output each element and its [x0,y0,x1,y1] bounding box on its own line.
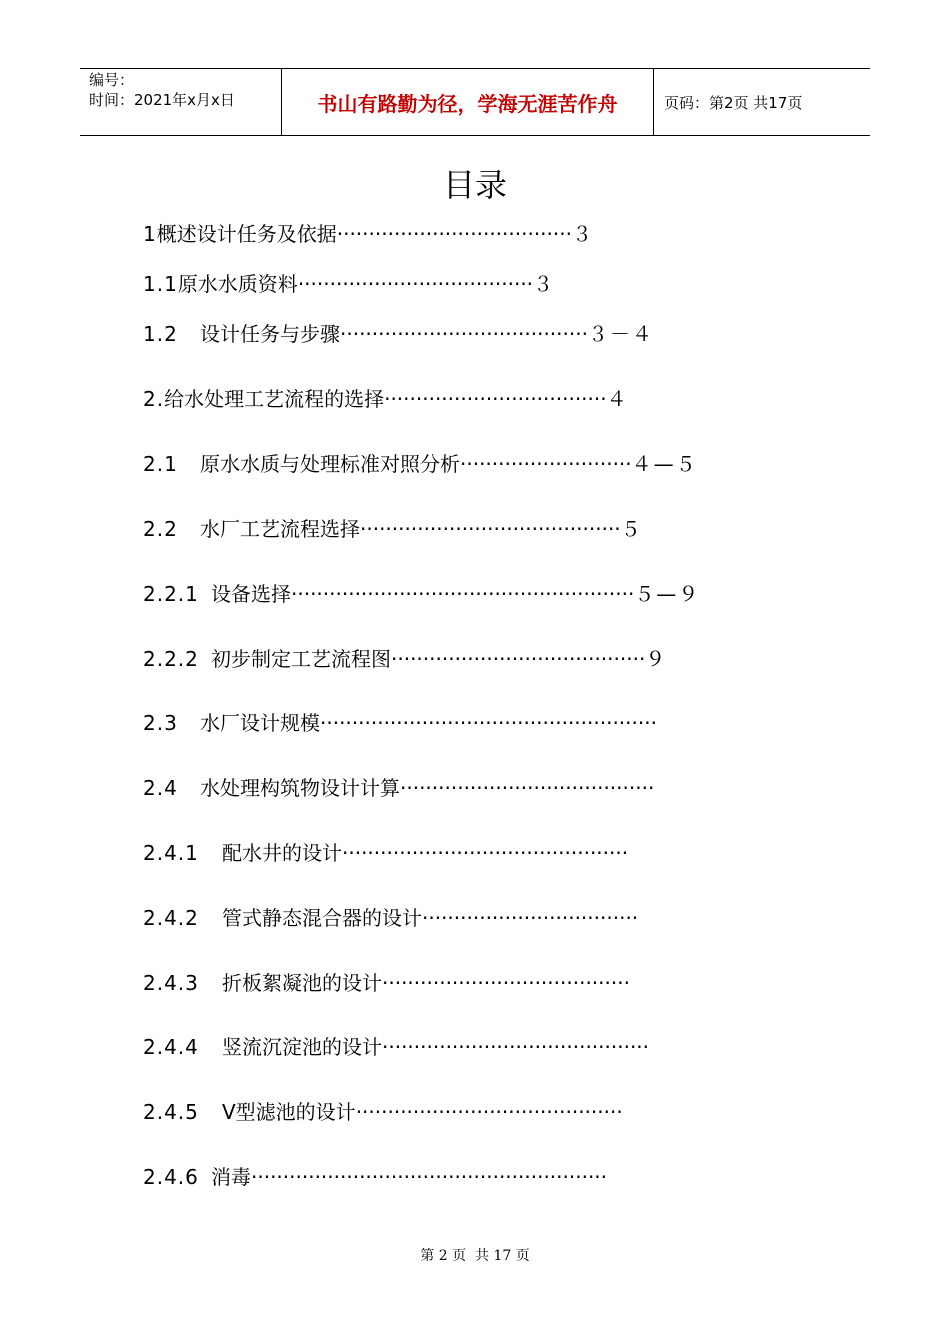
toc-entry-page: ５—９ [634,582,701,606]
toc-entry-number: 2.2.1 [143,582,199,606]
toc-entry-title: 配水井的设计 [222,841,342,865]
toc-entry-number: 2.4 [143,776,178,800]
toc-entry-number: 2.3 [143,711,178,735]
toc-entry[interactable] [143,968,630,998]
toc-entry[interactable] [143,773,654,803]
toc-entry-number: 2.1 [143,452,178,476]
toc-entry-leader: ········································· [360,517,621,541]
toc-entry[interactable] [143,903,638,933]
toc-entry-number: 1.2 [143,322,178,346]
toc-entry-title: 竖流沉淀池的设计 [222,1035,382,1059]
toc-entry-page: ４—５ [631,452,698,476]
toc-entry-number: 2.4.1 [143,841,199,865]
document-code-label: 编号： [89,71,135,89]
toc-entry-leader: ······································· [340,322,588,346]
toc-entry-page: ３ [571,222,594,246]
toc-entry-title: 设计任务与步骤 [200,322,340,346]
toc-entry-leader: ············································· [342,841,629,865]
toc-entry-title: 消毒 [211,1165,251,1189]
toc-entry-number: 1 [143,222,157,246]
toc-entry-title: 水处理构筑物设计计算 [200,776,400,800]
toc-entry-number: 2. [143,387,165,411]
header-info-cell [80,69,282,135]
toc-entry-number: 2.4.3 [143,971,199,995]
toc-entry[interactable] [143,1162,607,1192]
toc-entry-leader: ·········································· [382,1035,650,1059]
toc-entry-title: 原水水质资料 [177,272,298,296]
toc-entry[interactable] [143,319,654,349]
toc-entry-leader: ····················································· [320,711,657,735]
toc-entry[interactable] [143,579,700,609]
toc-title: 目录 [442,166,507,204]
toc-entry-leader: ·········································· [355,1100,623,1124]
toc-entry-number: 1.1 [143,272,178,296]
toc-entry[interactable] [143,1097,623,1127]
document-time-label: 时间：2021年x月x日 [89,91,235,109]
toc-entry-title: 设备选择 [211,582,291,606]
toc-entry-leader: ··································· [384,387,607,411]
toc-entry[interactable] [143,269,555,299]
toc-entry-leader: ········································ [400,776,655,800]
header-motto: 书山有路勤为径，学海无涯苦作舟 [317,92,618,116]
toc-entry[interactable] [143,644,667,674]
toc-entry-number: 2.4.6 [143,1165,199,1189]
toc-entry[interactable] [143,514,643,544]
toc-entry-number: 2.4.4 [143,1035,199,1059]
toc-entry-leader: ····································· [336,222,572,246]
toc-entry[interactable] [143,384,629,414]
toc-entry-title: 初步制定工艺流程图 [211,647,391,671]
toc-entry-number: 2.4.2 [143,906,199,930]
toc-entry-title: 给水处理工艺流程的选择 [164,387,385,411]
toc-entry-title: 管式静态混合器的设计 [222,906,422,930]
toc-entry-leader: ·································· [422,906,639,930]
toc-entry-page: ３ [533,272,556,296]
toc-entry-leader: ······································· [382,971,630,995]
toc-entry[interactable] [143,449,698,479]
toc-entry-title: 水厂工艺流程选择 [200,517,360,541]
page-footer: 第 2 页 共 17 页 [420,1248,530,1264]
toc-entry-title: 水厂设计规模 [200,711,320,735]
toc-entry-title: 原水水质与处理标准对照分析 [200,452,460,476]
page-header [80,68,870,136]
toc-entry[interactable] [143,219,594,249]
header-page-info: 页码：第2页 共17页 [664,94,803,112]
toc-entry-page: ４ [606,387,629,411]
toc-entry-title: 折板絮凝池的设计 [222,971,382,995]
toc-entry-leader: ··························· [460,452,632,476]
toc-entry-number: 2.2.2 [143,647,199,671]
toc-entry-number: 2.4.5 [143,1100,199,1124]
toc-entry-leader: ····································· [297,272,534,296]
toc-entry-title: 概述设计任务及依据 [156,222,337,246]
toc-entry-leader: ········································ [391,647,646,671]
toc-entry-title: V型滤池的设计 [222,1100,356,1124]
toc-entry-page: ９ [645,647,668,671]
toc-entry[interactable] [143,838,628,868]
toc-entry-page: ３－４ [587,322,654,346]
toc-entry-page: ５ [620,517,643,541]
toc-entry-leader: ······················································ [291,582,635,606]
toc-entry[interactable] [143,708,657,738]
header-motto-cell [282,69,654,135]
toc-entry[interactable] [143,1032,649,1062]
header-page-cell [654,69,870,135]
toc-entry-leader: ························································ [251,1165,608,1189]
toc-entry-number: 2.2 [143,517,178,541]
